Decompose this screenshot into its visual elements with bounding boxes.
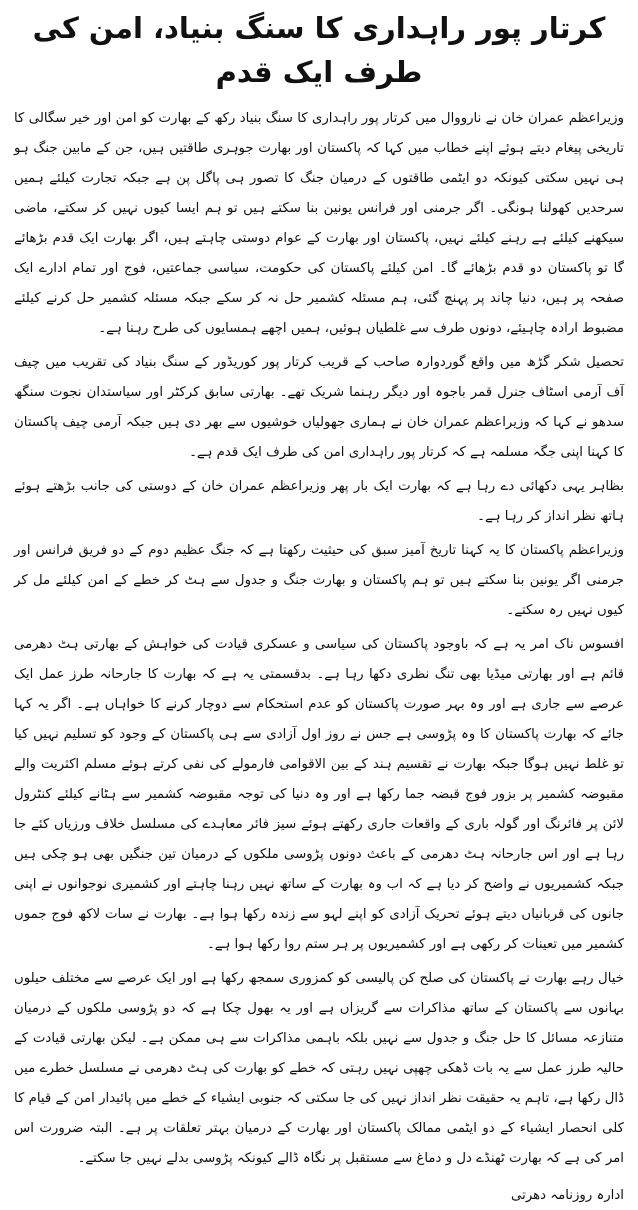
paragraph-4: وزیراعظم پاکستان کا یہ کہنا تاریخ آمیز سبق کی حیثیت رکھتا ہے کہ جنگ عظیم دوم کے دو فریق فرانس اور جرمنی اگر یونین بنا سکتے ہیں تو ہم پاکستان و بھارت جنگ و جدول سے ہٹ کر خطے کے امن کیلئے مل کر کیوں نہیں رہ سکتے۔ bbox=[14, 543, 624, 618]
paragraph-5: افسوس ناک امر یہ ہے کہ باوجود پاکستان کی سیاسی و عسکری قیادت کی خواہش کے بھارتی ہٹ دھرمی قائم ہے اور بھارتی میڈیا بھی تنگ نظری دکھا رہا ہے۔ بدقسمتی یہ ہے کہ بھارت کا جارحانہ طرز عمل ایک عرصے سے جاری ہے اور وہ بہر صورت پاکستان کو عدم استحکام سے دوچار کرنے کا خواہاں ہے۔ اگر یہ کہا جائے کہ بھارت پاکستان کا وہ پڑوسی ہے جس نے روز اول آزادی سے ہی پاکستان کے وجود کو تسلیم نہیں کیا تو غلط نہیں ہوگا جبکہ بھارت نے تقسیم ہند کے بین الاقوامی فارمولے کی نفی کرتے ہوئے مسلم اکثریت والے مقبوضہ کشمیر پر بزور فوج قبضہ جما رکھا ہے اور وہ دنیا کی توجہ مقبوضہ کشمیر سے ہٹانے کیلئے کنٹرول لائن پر فائرنگ اور گولہ باری کے واقعات جاری رکھتے ہوئے سیز فائر معاہدے کی مسلسل خلاف ورزیاں کئے جا رہا ہے اور اس جارحانہ ہٹ دھرمی کے باعث دونوں پڑوسی ملکوں کے درمیان تین جنگیں بھی ہو چکی ہیں جبکہ کشمیریوں نے واضح کر دیا ہے کہ اب وہ بھارت کے ساتھ نہیں رہنا چاہتے اور کشمیری نوجوانوں نے اپنی جانوں کی قربانیاں دیتے ہوئے تحریک آزادی کو اپنے لہو سے زندہ رکھا ہوا ہے۔ بھارت نے سات لاکھ فوج جموں کشمیر میں تعینات کر رکھی ہے اور کشمیریوں پر ہر ستم روا رکھا ہوا ہے۔ bbox=[14, 637, 624, 952]
paragraph-3: بظاہر یہی دکھائی دے رہا ہے کہ بھارت ایک بار پھر وزیراعظم عمران خان کے دوستی کی جانب بڑھتے ہوئے ہاتھ نظر انداز کر رہا ہے۔ bbox=[14, 479, 624, 524]
headline: کرتار پور راہداری کا سنگ بنیاد، امن کی طرف ایک قدم bbox=[32, 11, 606, 89]
paragraph-2: تحصیل شکر گڑھ میں واقع گوردوارہ صاحب کے قریب کرتار پور کوریڈور کے سنگ بنیاد کی تقریب میں چیف آف آرمی اسٹاف جنرل قمر باجوہ اور دیگر رہنما شریک تھے۔ بھارتی سابق کرکٹر اور سیاستدان نجوت سنگھ سدھو نے کہا کہ وزیراعظم عمران خان نے ہماری جھولیاں خوشیوں سے بھر دی ہیں جبکہ آرمی چیف پاکستان کا کہنا اپنی جگہ مسلمہ ہے کہ کرتار پور راہداری امن کی طرف ایک قدم ہے۔ bbox=[14, 355, 624, 460]
paragraph-6: خیال رہے بھارت نے پاکستان کی صلح کن پالیسی کو کمزوری سمجھ رکھا ہے اور ایک عرصے سے مختلف حیلوں بہانوں سے پاکستان کے ساتھ مذاکرات سے گریزاں ہے اور یہ بھول چکا ہے کہ دو پڑوسی ملکوں کے درمیان متنازعہ مسائل کا حل جنگ و جدول سے نہیں بلکہ باہمی مذاکرات سے ہی ممکن ہے۔ لیکن بھارتی قیادت کے حالیہ طرز عمل سے یہ بات ڈھکی چھپی نہیں رہتی کہ خطے کو بھارت کی ہٹ دھرمی نے مسلسل خطرے میں ڈال رکھا ہے، تاہم یہ حقیقت نظر انداز نہیں کی جا سکتی کہ جنوبی ایشیاء کے خطے میں پائیدار امن کے قیام کا کلی انحصار ایشیاء کے دو ایٹمی ممالک پاکستان اور بھارت کے درمیان بہتر تعلقات پر ہے۔ البتہ ضرورت اس امر کی ہے کہ بھارت ٹھنڈے دل و دماغ سے مستقبل پر نگاہ ڈالے کیونکہ پڑوسی بدلے نہیں جا سکتے۔ bbox=[14, 971, 624, 1166]
article-body bbox=[14, 104, 624, 1174]
paragraph-1: وزیراعظم عمران خان نے نارووال میں کرتار پور راہداری کا سنگ بنیاد رکھ کے بھارت کو امن اور خیر سگالی کا تاریخی پیغام دیتے ہوئے اپنے خطاب میں کہا کہ پاکستان اور بھارت جوہری طاقتیں ہیں، جن کے مابین جنگ ہو ہی نہیں سکتی کیونکہ دو ایٹمی طاقتوں کے درمیان جنگ کا تصور ہی پاگل پن ہے جبکہ تجارت کیلئے ہمیں سرحدیں کھولنا ہونگی۔ اگر جرمنی اور فرانس یونین بنا سکتے ہیں تو ہم ایسا کیوں نہیں کر سکتے، ماضی سیکھنے کیلئے ہے رہنے کیلئے نہیں، پاکستان اور بھارت کے عوام دوستی چاہتے ہیں، اگر بھارت ایک قدم بڑھائے گا تو پاکستان دو قدم بڑھائے گا۔ امن کیلئے پاکستان کی حکومت، سیاسی جماعتیں، فوج اور تمام ادارے ایک صفحہ پر ہیں، دنیا چاند پر پہنچ گئی، ہم مسئلہ کشمیر حل نہ کر سکے جبکہ مسئلہ کشمیر حل کرنے کیلئے مضبوط ارادہ چاہیئے، دونوں طرف سے غلطیاں ہوئیں، ہمیں اچھے ہمسایوں کی طرح رہنا ہے۔ bbox=[14, 111, 624, 336]
signature: ادارہ روزنامہ دھرتی bbox=[511, 1188, 624, 1203]
